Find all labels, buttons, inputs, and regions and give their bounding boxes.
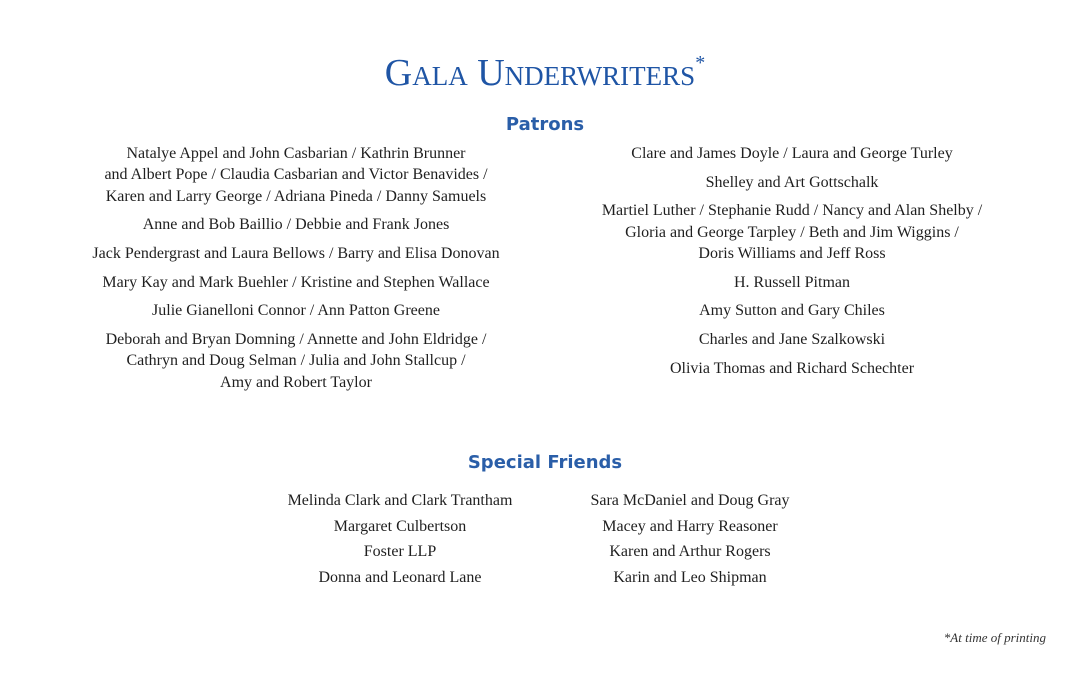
footnote: *At time of printing: [943, 630, 1046, 645]
donor-entry: [552, 200, 1032, 264]
donor-entry: [552, 143, 1032, 164]
donor-entry: [60, 272, 532, 293]
donor-line: Shelley and Art Gottschalk: [705, 173, 879, 191]
donor-line: Amy Sutton and Gary Chiles: [699, 302, 885, 320]
donor-line: Karen and Larry George / Adriana Pineda / Danny Samuels: [105, 187, 487, 205]
donor-line: Clare and James Doyle / Laura and George Turley: [631, 145, 953, 162]
donor-entry: [552, 300, 1032, 321]
page-title: [0, 51, 1090, 95]
donor-entry: [552, 172, 1032, 193]
donor-line: Anne and Bob Baillio / Debbie and Frank Jones: [142, 216, 450, 234]
donor-line: Doris Williams and Jeff Ross: [698, 244, 886, 262]
donor-entry: [60, 214, 532, 235]
donor-line: H. Russell Pitman: [733, 273, 850, 291]
donor-entry: Foster LLP: [363, 543, 437, 560]
donor-entry: Macey and Harry Reasoner: [602, 517, 778, 535]
donor-line: Mary Kay and Mark Buehler / Kristine and Stephen Wallace: [102, 273, 490, 291]
donor-line: Olivia Thomas and Richard Schechter: [669, 359, 915, 377]
donor-entry: [552, 272, 1032, 293]
donor-line: Gloria and George Tarpley / Beth and Jim Wiggins /: [625, 223, 959, 241]
donor-line: Amy and Robert Taylor: [220, 373, 372, 391]
donor-entry: [60, 329, 532, 393]
donor-line: Charles and Jane Szalkowski: [698, 331, 886, 349]
donor-entry: [60, 300, 532, 321]
donor-entry: [552, 329, 1032, 350]
donor-line: and Albert Pope / Claudia Casbarian and Victor Benavides /: [104, 166, 488, 184]
special-friends-left-column: [250, 490, 550, 592]
patrons-right-column: [552, 143, 1032, 386]
patrons-left-column: [60, 143, 532, 400]
donor-line: Martiel Luther / Stephanie Rudd / Nancy and Alan Shelby /: [601, 202, 983, 220]
donor-entry: Karin and Leo Shipman: [613, 568, 767, 586]
donor-entry: Sara McDaniel and Doug Gray: [590, 492, 790, 509]
donor-entry: Donna and Leonard Lane: [318, 568, 482, 586]
patrons-heading: Patrons: [505, 114, 585, 135]
donor-line: Natalye Appel and John Casbarian / Kathrin Brunner: [126, 145, 466, 162]
asterisk-mark: *: [695, 52, 706, 75]
special-friends-right-column: [540, 490, 840, 592]
donor-entry: Karen and Arthur Rogers: [609, 543, 771, 560]
donor-entry: [60, 143, 532, 207]
donor-entry: [552, 358, 1032, 379]
donor-line: Jack Pendergrast and Laura Bellows / Barry and Elisa Donovan: [92, 244, 500, 262]
donor-line: Cathryn and Doug Selman / Julia and John Stallcup /: [126, 352, 466, 370]
page-title-text: Gala Underwriters: [384, 52, 696, 94]
donor-entry: Melinda Clark and Clark Trantham: [287, 492, 513, 509]
donor-entry: [60, 243, 532, 264]
special-friends-heading: Special Friends: [467, 452, 623, 473]
donor-entry: Margaret Culbertson: [333, 517, 467, 535]
donor-line: Julie Gianelloni Connor / Ann Patton Greene: [152, 302, 440, 320]
donor-line: Deborah and Bryan Domning / Annette and John Eldridge /: [105, 331, 487, 349]
